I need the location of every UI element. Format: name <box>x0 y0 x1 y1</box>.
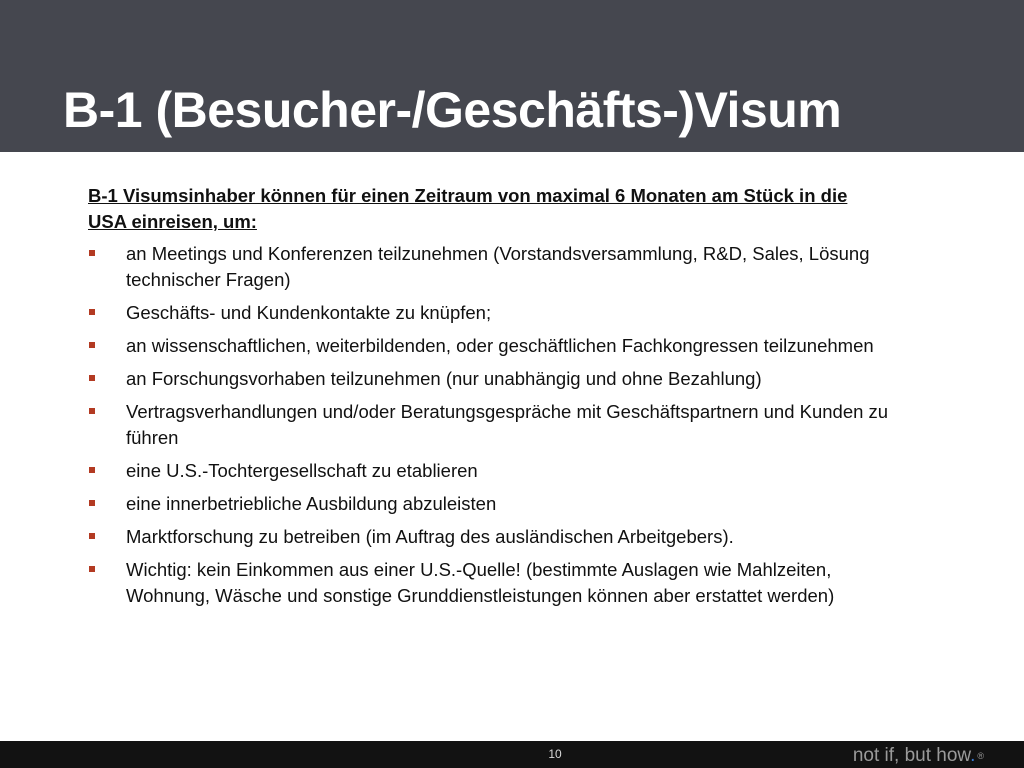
intro-text: B-1 Visumsinhaber können für einen Zeitraum von maximal 6 Monaten am Stück in die USA einreisen, um: <box>88 185 848 232</box>
list-item-text: an Meetings und Konferenzen teilzunehmen (Vorstandsversammlung, R&D, Sales, Lösung technischer Fragen) <box>126 243 870 290</box>
list-item-text: Geschäfts- und Kundenkontakte zu knüpfen; <box>126 302 492 323</box>
page-number: 10 <box>548 747 562 761</box>
footer-bar <box>0 741 1024 768</box>
registered-mark: ® <box>977 751 984 761</box>
square-bullet-icon <box>89 375 95 381</box>
tagline-text: not if, but how <box>852 745 971 766</box>
list-item <box>88 524 906 550</box>
list-item <box>88 241 906 293</box>
list-item-text: Vertragsverhandlungen und/oder Beratungsgespräche mit Geschäftspartnern und Kunden zu führen <box>126 401 889 448</box>
list-item <box>88 458 906 484</box>
square-bullet-icon <box>89 408 95 414</box>
bullet-list <box>88 241 918 609</box>
list-item <box>88 557 906 609</box>
slide-title: B-1 (Besucher-/Geschäfts-)Visum <box>63 82 842 138</box>
list-item <box>88 399 906 451</box>
square-bullet-icon <box>89 342 95 348</box>
list-item-text: Wichtig: kein Einkommen aus einer U.S.-Quelle! (bestimmte Auslagen wie Mahlzeiten, Wohnung, Wäsche und sonstige Grunddienstleistungen können aber erstattet werden) <box>126 559 835 606</box>
square-bullet-icon <box>89 500 95 506</box>
brand-tagline <box>853 745 984 767</box>
list-item-text: eine U.S.-Tochtergesellschaft zu etablieren <box>126 460 478 481</box>
list-item <box>88 366 906 392</box>
list-item-text: an Forschungsvorhaben teilzunehmen (nur unabhängig und ohne Bezahlung) <box>126 368 762 389</box>
square-bullet-icon <box>89 566 95 572</box>
square-bullet-icon <box>89 250 95 256</box>
list-item-text: an wissenschaftlichen, weiterbildenden, oder geschäftlichen Fachkongressen teilzunehmen <box>126 335 874 356</box>
square-bullet-icon <box>89 467 95 473</box>
slide-body <box>88 183 918 616</box>
list-item-text: eine innerbetriebliche Ausbildung abzuleisten <box>126 493 497 514</box>
list-item <box>88 300 906 326</box>
square-bullet-icon <box>89 533 95 539</box>
list-item <box>88 333 906 359</box>
slide-header <box>0 0 1024 152</box>
list-item <box>88 491 906 517</box>
tagline-dot: . <box>970 745 976 766</box>
square-bullet-icon <box>89 309 95 315</box>
list-item-text: Marktforschung zu betreiben (im Auftrag des ausländischen Arbeitgebers). <box>126 526 734 547</box>
